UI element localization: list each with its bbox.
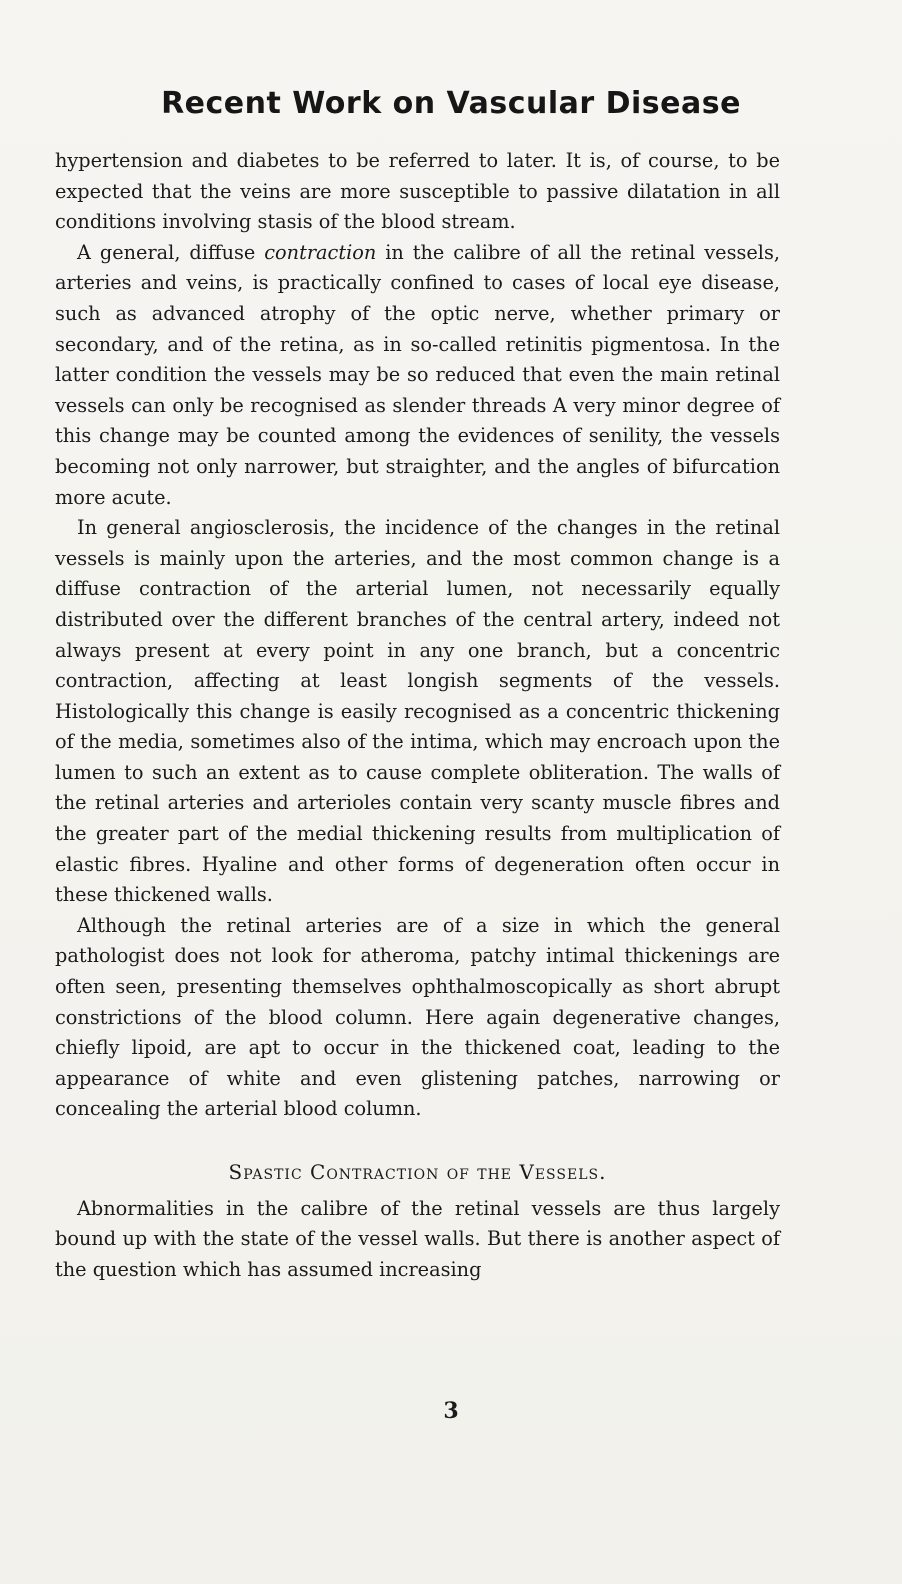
- paragraph-atheroma: Although the retinal arteries are of a size in which the general pathologist does not look for atheroma, patchy intimal thickenings are often seen, presenting themselves ophthalmoscopically as short abrupt constrictions of the blood column. Here again degenerative changes, chiefly lipoid, are apt to occur in the thickened coat, leading to the appearance of white and even glistening patches, narrowing or concealing the arterial blood column.: [55, 913, 780, 1121]
- paragraph-diffuse-contraction: [55, 238, 780, 513]
- paragraph-text: in the calibre of all the retinal vessels, arteries and veins, is practically confined to cases of local eye disease, such as advanced atrophy of the optic nerve, whether primary or secondary, and of the retina, as in so-called retinitis pigmentosa. In the latter condition the vessels may be so reduced that even the main retinal vessels can only be recognised as slender threads A very minor degree of this change may be counted among the evidences of senility, the vessels becoming not only narrower, but straighter, and the angles of bifurcation more acute.: [55, 240, 780, 509]
- body-text: [55, 146, 780, 1285]
- page-title: Recent Work on Vascular Disease: [161, 86, 741, 121]
- paragraph-spastic-contraction: Abnormalities in the calibre of the retinal vessels are thus largely bound up with the state of the vessel walls. But there is another aspect of the question which has assumed increasing: [55, 1196, 780, 1281]
- paragraph-angiosclerosis: In general angiosclerosis, the incidence of the changes in the retinal vessels is mainly upon the arteries, and the most common change is a diffuse contraction of the arterial lumen, not necessarily equally distributed over the different branches of the central artery, indeed not always present at every point in any one branch, but a concentric contraction, affecting at least longish segments of the vessels. Histologically this change is easily recognised as a concentric thickening of the media, sometimes also of the intima, which may encroach upon the lumen to such an extent as to cause complete obliteration. The walls of the retinal arteries and arterioles contain very scanty muscle fibres and the greater part of the medial thickening results from multiplication of elastic fibres. Hyaline and other forms of degeneration often occur in these thickened walls.: [55, 516, 780, 907]
- paragraph-continuation: hypertension and diabetes to be referred to later. It is, of course, to be expected that the veins are more susceptible to passive dilatation in all conditions involving stasis of the blood stream.: [55, 149, 780, 234]
- section-heading: Spastic Contraction of the Vessels.: [228, 1160, 607, 1184]
- page-number: 3: [443, 1398, 459, 1424]
- emphasized-term: contraction: [264, 240, 377, 264]
- paragraph-text: A general, diffuse: [77, 240, 265, 264]
